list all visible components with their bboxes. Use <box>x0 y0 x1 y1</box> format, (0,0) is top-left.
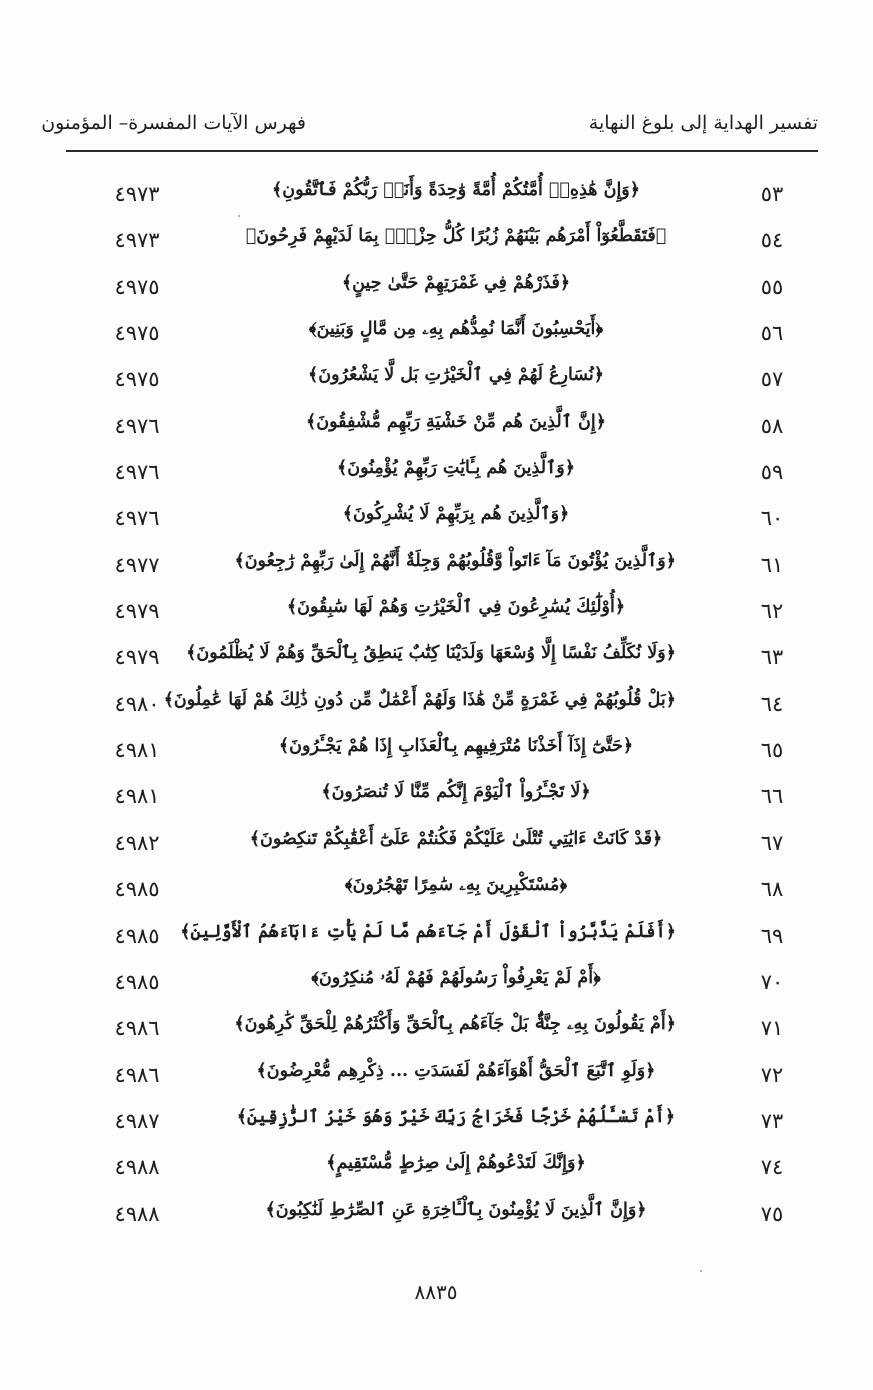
verse-text: ﴿وَلَوِ ٱتَّبَعَ ٱلْحَقُّ أَهْوَآءَهُمْ لَفَسَدَتِ ... ذِكْرِهِم مُّعْرِضُونَ﴾ <box>256 1060 656 1081</box>
page-reference: ٤٩٧٣ <box>114 182 160 206</box>
verse-number: ٧٣ <box>760 1108 784 1133</box>
page-reference: ٤٩٧٦ <box>114 460 160 485</box>
page-reference: ٤٩٧٦ <box>114 413 160 438</box>
verse-number: ٧٤ <box>760 1155 784 1180</box>
table-row <box>0 873 873 919</box>
page-reference: ٤٩٨٦ <box>114 1062 160 1087</box>
table-row <box>0 1012 873 1058</box>
verse-text: ﴿حَتَّىٰٓ إِذَآ أَخَذْنَا مُتْرَفِيهِم بِٱلْعَذَابِ إِذَا هُمْ يَجْـَٔرُونَ﴾ <box>278 736 634 757</box>
table-row <box>0 502 873 548</box>
table-row <box>0 224 873 270</box>
page-reference: ٤٩٨١ <box>114 738 160 763</box>
verse-text: ﴿فَذَرْهُمْ فِي غَمْرَتِهِمْ حَتَّىٰ حِينٍ﴾ <box>341 272 571 293</box>
scan-speck <box>238 215 240 217</box>
verse-text: ﴿بَلْ قُلُوبُهُمْ فِي غَمْرَةٍ مِّنْ هَٰذَا وَلَهُمْ أَعْمَٰلٌ مِّن دُونِ ذَٰلِكَ هُمْ لَهَا عَٰمِلُونَ﴾ <box>163 689 676 710</box>
verse-text: ﴿وَٱلَّذِينَ يُؤْتُونَ مَآ ءَاتَواْ وَّقُلُوبُهُمْ وَجِلَةٌ أَنَّهُمْ إِلَىٰ رَبِّهِمْ رَٰجِعُونَ﴾ <box>234 550 676 571</box>
section-title: فهرس الآيات المفسرة– المؤمنون <box>41 112 306 134</box>
verse-number: ٧١ <box>760 1016 784 1041</box>
header-rule <box>66 150 818 152</box>
table-row <box>0 595 873 641</box>
verse-number: ٦٧ <box>760 830 784 855</box>
table-row <box>0 827 873 873</box>
verse-number: ٧٥ <box>760 1201 784 1226</box>
table-row <box>0 178 873 224</box>
verse-text: ﴿أُوْلَٰٓئِكَ يُسَٰرِعُونَ فِي ٱلْخَيْرَٰتِ وَهُمْ لَهَا سَٰبِقُونَ﴾ <box>286 597 626 618</box>
verse-number: ٦١ <box>760 552 784 577</box>
table-row <box>0 1151 873 1197</box>
verse-text: ﴿وَإِنَّ ٱلَّذِينَ لَا يُؤْمِنُونَ بِٱلْـَٔاخِرَةِ عَنِ ٱلصِّرَٰطِ لَنَٰكِبُونَ﴾ <box>265 1199 647 1220</box>
page-reference: ٤٩٧٥ <box>114 274 160 299</box>
verse-number: ٥٤ <box>760 228 784 253</box>
page-reference: ٤٩٧٥ <box>114 321 160 346</box>
page-reference: ٤٩٨٨ <box>114 1201 160 1226</box>
verse-number: ٥٥ <box>760 274 784 299</box>
table-row <box>0 1198 873 1244</box>
page-reference: ٤٩٨٧ <box>114 1108 160 1133</box>
verse-number: ٧٠ <box>760 969 784 994</box>
table-row <box>0 456 873 502</box>
table-row <box>0 271 873 317</box>
verse-text: ﴿مُسْتَكْبِرِينَ بِهِۦ سَٰمِرًا تَهْجُرُونَ﴾ <box>344 875 568 896</box>
verse-number: ٥٧ <box>760 367 784 392</box>
verse-text: ﴿أَمْ يَقُولُونَ بِهِۦ جِنَّةٌۢ بَلْ جَآءَهُم بِٱلْحَقِّ وَأَكْثَرُهُمْ لِلْحَقِّ كَٰرِهُونَ﴾ <box>234 1014 676 1035</box>
page-reference: ٤٩٧٦ <box>114 506 160 531</box>
verse-number: ٦٥ <box>760 738 784 763</box>
verse-text: ﴿وَٱلَّذِينَ هُم بِرَبِّهِمْ لَا يُشْرِكُونَ﴾ <box>342 504 570 525</box>
verse-text: ﴿وَلَا نُكَلِّفُ نَفْسًا إِلَّا وُسْعَهَا وَلَدَيْنَا كِتَٰبٌ يَنطِقُ بِٱلْحَقِّ وَهُمْ لَا يُظْلَمُونَ﴾ <box>186 643 676 664</box>
verse-text: ﴿وَإِنَّ هَٰذِهِۦٓ أُمَّتُكُمْ أُمَّةً وَٰحِدَةً وَأَنَا۠ رَبُّكُمْ فَٱتَّقُونِ﴾ <box>271 180 641 200</box>
verse-number: ٦٢ <box>760 599 784 624</box>
page-number: ٨٨٣٥ <box>414 1280 458 1304</box>
verse-text: ﴿إِنَّ ٱلَّذِينَ هُم مِّنْ خَشْيَةِ رَبِّهِم مُّشْفِقُونَ﴾ <box>305 411 607 432</box>
table-row <box>0 966 873 1012</box>
scan-speck <box>700 1270 702 1272</box>
verse-number: ٥٩ <box>760 460 784 485</box>
verse-number: ٥٣ <box>760 182 784 206</box>
page-reference: ٤٩٧٩ <box>114 599 160 624</box>
table-row <box>0 410 873 456</box>
table-row <box>0 688 873 734</box>
page-reference: ٤٩٨٥ <box>114 877 160 902</box>
verse-number: ٦٤ <box>760 691 784 716</box>
verse-number: ٥٨ <box>760 413 784 438</box>
table-row <box>0 1059 873 1105</box>
table-row <box>0 1105 873 1151</box>
book-title: تفسير الهداية إلى بلوغ النهاية <box>588 112 818 134</box>
verse-text: ﴿نُسَارِعُ لَهُمْ فِي ٱلْخَيْرَٰتِ بَل لَّا يَشْعُرُونَ﴾ <box>307 365 605 386</box>
verse-number: ٦٠ <box>760 506 784 531</box>
verse-number: ٦٦ <box>760 784 784 809</box>
page-reference: ٤٩٨٥ <box>114 969 160 994</box>
verse-text: ﴿قَدْ كَانَتْ ءَايَٰتِي تُتْلَىٰ عَلَيْكُمْ فَكُنتُمْ عَلَىٰٓ أَعْقَٰبِكُمْ تَنكِصُونَ﴾ <box>249 828 663 849</box>
verse-number: ٥٦ <box>760 321 784 346</box>
verse-text: ﴿لَا تَجْـَٔرُواْ ٱلْيَوْمَ إِنَّكُم مِّنَّا لَا تُنصَرُونَ﴾ <box>321 782 591 803</box>
page-reference: ٤٩٧٥ <box>114 367 160 392</box>
verse-text: ﴿أَيَحْسِبُونَ أَنَّمَا نُمِدُّهُم بِهِۦ مِن مَّالٍ وَبَنِينَ﴾ <box>308 319 604 340</box>
table-row <box>0 317 873 363</box>
verse-text: ﴿أَمْ لَمْ يَعْرِفُواْ رَسُولَهُمْ فَهُمْ لَهُۥ مُنكِرُونَ﴾ <box>311 967 601 988</box>
table-row <box>0 920 873 966</box>
page-reference: ٤٩٧٣ <box>114 228 160 253</box>
verse-text: ﴿وَإِنَّكَ لَتَدْعُوهُمْ إِلَىٰ صِرَٰطٍ مُّسْتَقِيمٍ﴾ <box>326 1153 586 1174</box>
page-reference: ٤٩٧٧ <box>114 552 160 577</box>
verse-text: ﴿أَمْ تَسْـَٔلُهُمْ خَرْجًا فَخَرَاجُ رَبِّكَ خَيْرٌ وَهُوَ خَيْرُ ٱلرَّٰزِقِينَ﴾ <box>236 1106 676 1127</box>
table-row <box>0 363 873 409</box>
page-reference: ٤٩٨٨ <box>114 1155 160 1180</box>
table-row <box>0 780 873 826</box>
table-row <box>0 734 873 780</box>
page-reference: ٤٩٨٠ <box>114 691 160 716</box>
page-reference: ٤٩٨٥ <box>114 923 160 948</box>
verse-text: ﴿أَفَلَمْ يَدَّبَّرُواْ ٱلْقَوْلَ أَمْ جَآءَهُم مَّا لَمْ يَأْتِ ءَابَآءَهُمُ ٱلْأَوَّلِينَ﴾ <box>180 921 676 942</box>
verse-number: ٦٣ <box>760 645 784 670</box>
page-reference: ٤٩٨٢ <box>114 830 160 855</box>
verse-number: ٦٨ <box>760 877 784 902</box>
page-reference: ٤٩٨١ <box>114 784 160 809</box>
page-reference: ٤٩٧٩ <box>114 645 160 670</box>
verse-text: ﴿فَتَقَطَّعُوٓاْ أَمْرَهُم بَيْنَهُمْ زُبُرًا كُلُّ حِزْبِۭ بِمَا لَدَيْهِمْ فَرِحُونَ﴾ <box>245 226 667 247</box>
table-row <box>0 549 873 595</box>
verse-text: ﴿وَٱلَّذِينَ هُم بِـَٔايَٰتِ رَبِّهِمْ يُؤْمِنُونَ﴾ <box>336 458 576 479</box>
page-reference: ٤٩٨٦ <box>114 1016 160 1041</box>
table-row <box>0 641 873 687</box>
verse-index-table <box>0 178 873 1244</box>
verse-number: ٧٢ <box>760 1062 784 1087</box>
verse-number: ٦٩ <box>760 923 784 948</box>
